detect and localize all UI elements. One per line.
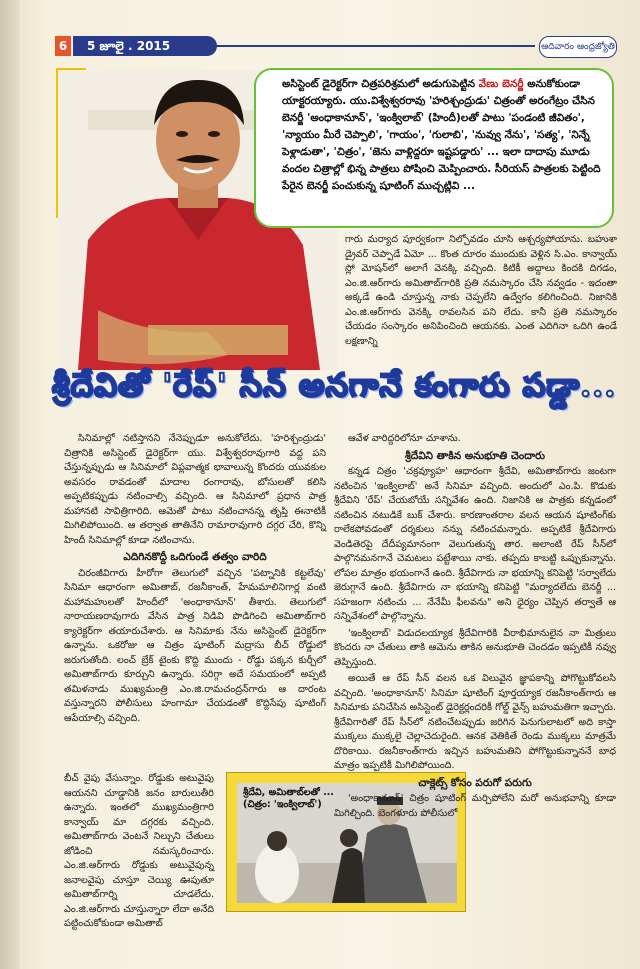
body-column-right [334,432,616,922]
headline: శ్రీదేవితో 'రేప్' సీన్ అనగానే కంగారు పడ్డా... [52,366,617,404]
issue-date: 5 జూలై . 2015 [73,36,217,56]
paragraph: అయితే ఆ రేప్ సీన్ వలన ఒక విలువైన జ్ఞాపకాన్ని పోగొట్టుకోవలసి వచ్చింది. 'అంధాకానూన్' సినిమా షూటింగ్ పూర్తయ్యాక రజనీకాంత్‌గారు ఆ సినిమాకు పనిచేసిన అసిస్టెంట్ డైరెక్టర్లందరికీ గోల్డ్ వైన్స్ బహుమతిగా ఇచ్చారు. శ్రీదేవిగారితో రేప్ సీన్‌లో నటించేటప్పుడు జరిగిన పెనుగులాటలో అది కాస్తా ముక్కలు ముక్కలై చెల్లాచెదురైంది. ఆనక వెతికితే రెండు ముక్కలు మాత్రమే దొరికాయి. రజనీకాంత్‌గారు ఇచ్చిన బహుమతిని పోగొట్టుకున్నాననే బాధ మాత్రం ఇప్పటికీ మిగిలిపోయింది. [334,673,616,771]
intro-line1: అసిస్టెంట్ డైరెక్టర్‌గా చిత్రపరిశ్రమలో అడుగుపెట్టిన [282,78,476,90]
page-number: 6 [55,36,71,56]
page-fold-shadow [0,0,20,969]
body-column-left [64,432,326,772]
paragraph: సినిమాల్లో నటిస్తానని నేనెప్పుడూ అనుకోలేదు. 'హరిశ్చంద్రుడు' చిత్రానికి అసిస్టెంట్ డైరెక్టర్‌గా యు. విశ్వేశ్వరరావుగారి వద్ద పని చేస్తున్నప్పుడు ఆ సినిమాలో విప్లవాత్మక భావాలున్న కొందరు యువకుల అవసరం రావడంతో మాదాల రంగారావు, బోసులతో కలిసి అప్పటికప్పుడు నటించాల్సి వచ్చింది. ఆ సినిమాలో ప్రధాన పాత్ర మహానటి సావిత్రిగారిది. ఆమెతో పాటు నటించానన్న తృప్తి ఈనాటికీ మిగిలిపోయింది. ఆ తర్వాత తాతినేని రామారావుగారి దగ్గర చేరి, కొన్ని హిందీ సినిమాల్లో కూడా నటించాను. [64,433,326,546]
subheading: శ్రీదేవిని తాకిన అనుభూతి చెందారు [405,449,545,462]
intro-text: అనుకోకుండా యాక్టరయ్యారు. యు.విశ్వేశ్వరరావు 'హరిశ్చంద్రుడు' చిత్రంతో అరంగేట్రం చేసిన బెనర్జీ 'అంధాకానూన్', 'ఇంక్విలాబ్' (హిందీ)లతో పాటు 'పండంటి జీవితం', 'న్యాయం మీరే చెప్పాలి', 'గాయం', 'గులాబి', 'నువ్వు నేను', 'సత్య', 'నిన్నే పెళ్లాడుతా', 'చిత్రం', 'జెను వాళ్లిద్దరూ ఇష్టపడ్డారు' ... ఇలా దాదాపు మూడు వందల చిత్రాల్లో భిన్న పాత్రలు పోషించి మెప్పించారు. సీరియస్ పాత్రలకు పెట్టింది పేరైన బెనర్జీ పంచుకున్న షూటింగ్ ముచ్చట్లివి ... [282,78,601,192]
body-column-left-bottom: బీచ్ వైపు వేసున్నాం. రోడ్డుకు అటువైపు ఆయనని చూడ్డానికి జనం బారులుతీరి ఉన్నారు. ఇంతలో ముఖ్యమంత్రిగారి కాన్వాయ్ మా దగ్గరకు వచ్చింది. అమితాబ్‌గారు వెంటనే నిల్చుని చేతులు జోడించి నమస్కరించారు. ఎం.జి.ఆర్‌గారు రోడ్డుకు అటువైపున్న జనాలవైపు చూస్తూ చెయ్యి ఊపుతూ అమితాబ్‌గార్ని చూడలేదు. ఎం.జి.ఆర్‌గారు చూస్తున్నారా లేదా అనేది పట్టించుకోకుండా అమితాబ్ [64,773,214,929]
paragraph: చిరంజీవిగారు హీరోగా తెలుగులో వచ్చిన 'పట్నానికి కట్టలేవు' సినిమా ఆధారంగా అమితాబ్, రజనీకాంత్, హేమమాలినిగార్ల వంటి మహామహులతో హిందీలో 'అంధాకానూన్' తీశారు. తెలుగులో నారాయణరావుగారు వేసిన పాత్ర నిడివి పొడిగించి అమితాబ్‌గారి క్యారెక్టర్‌గా తయారుచేశారు. ఆ సినిమాకు నేను అసిస్టెంట్ డైరెక్టర్‌గా ఉన్నాను. ఒకరోజు ఆ చిత్రం షూటింగ్ మద్రాసు బీచ్ రోడ్డులో జరుగుతోంది. లంచ్ బ్రేక్ టైంకు కొద్ది ముందు - రోడ్డు పక్కన కుర్చీలో అమితాబ్‌గారు కూర్చుని ఉన్నారు. సరిగ్గా అదే సమయంలో అప్పటి తమిళనాడు ముఖ్యమంత్రి ఎం.జి.రామచంద్రన్‌గారు ఆ దారంట వస్తున్నారని పోలీసులు హంగామా చేయడంతో కొద్దిసేపు షూటింగ్ ఆపేయాల్సి వచ్చింది. [64,567,326,724]
paragraph: కన్నడ చిత్రం 'చక్రవ్యూహ' ఆధారంగా శ్రీదేవి, అమితాబ్‌గారు జంటగా నటించిన 'ఇంక్విలాబ్' అనే సినిమా వచ్చింది. అందులో ఎం.పి. కొడుకు శ్రీదేవిని 'రేప్' చేయబోయే సన్నివేశం ఉంది. నిజానికి ఆ పాత్రకు కన్నడంలో నటించిన నటుడికే బుక్ చేశారు. కారణాంతరాల వలన ఆయన షూటింగ్‌కు రాలేకపోవడంతో దర్శకులు నన్ను నటించమన్నారు. అప్పటికే శ్రీదేవిగారు వెండితెరపై దేదీప్యమానంగా వెలుగుతున్న తార. అలాంటి రేప్ సీన్‌లో పాల్గొనమనగానే చెమటలు పట్టేశాయి నాకు. తప్పదు కాబట్టి ఒప్పుకున్నాను. లోపల మాత్రం భయంగానే ఉంది. శ్రీదేవిగారు నా భయాన్ని కనిపెట్టి 'సర్వాలేదు జెరుగ్గానే ఉంది. శ్రీదేవిగారు నా భయాన్ని కనిపెట్టి "మర్యాదలేదు బెనర్జీ ... సహజంగా నటించు ... నేనేమీ ఫీలవను" అని ధైర్యం చెప్పిన తర్వాతే ఆ సన్నివేశంలో పాల్గొన్నాను. [334,466,616,622]
intro-box [254,68,614,228]
subheading: చాక్లెట్స్ కోసం పరుగో పరుగు [418,776,532,789]
intro-name: వేణు బెనర్జీ [478,78,524,90]
header-rule [205,45,535,47]
inset-caption [243,787,393,811]
page-header [55,36,615,58]
paragraph: 'ఇంక్విలాబ్' విడుదలయ్యాక శ్రీదేవిగారికి వీరాభిమానులైన నా మిత్రులు కొందరు నా చేతులు తాకి ఆమెను తాకిన అనుభూతి చెందడం ఇప్పటికీ నవ్వు తెప్పిస్తుంది. [334,627,616,668]
inset-caption-title: శ్రీదేవి, అమితాబ్‌లతో ... [243,787,334,798]
body-text-top-right: గారు మర్యాద పూర్వకంగా నిల్చోవడం చూసి ఆశ్చర్యపోయాను. బహుశా డ్రైవర్ చెప్పాడే ఏమో ... కొంత దూరం ముందుకు వెళ్లిన సి.ఎం. కాన్వాయ్ స్లో మోషన్‌లో అలాగే వెనక్కి వచ్చింది. కిటికీ అద్దాలు కిందకి దిగడం, ఎం.జి.ఆర్‌గారు అమితాబ్‌గారికి ప్రతి నమస్కారం చేసి నవ్వడం - ఇదంతా అక్కడే ఉండి చూస్తున్న నాకు చెప్పలేని ఉద్వేగం కలిగించింది. నిజానికి ఎం.జి.ఆర్‌గారు వెనక్కి రావలసిన పని లేదు. కానీ ప్రతి నమస్కారం చేయడం సంస్కారం అనిపించింది ఆయనకు. ఎంత ఎదిగినా ఒదిగి ఉండే లక్షణాన్ని [345,234,617,347]
paragraph: 'అంధాకానూన్' చిత్రం షూటింగ్ మర్చిపోలేని మరో అనుభవాన్ని కూడా మిగిల్చింది. బెంగళూరు పోలీసులో [334,793,616,819]
subheading: ఎదిగినకొద్దీ ఒదిగుండే తత్వం వారిది [123,551,267,563]
paragraph: ఆవేళ వారిద్దరిలోనూ చూశాను. [348,433,461,444]
masthead: ఆదివారం ఆంధ్రజ్యోతి [539,36,617,58]
inset-caption-source: (చిత్రం: 'ఇంక్విలాబ్') [243,799,322,810]
